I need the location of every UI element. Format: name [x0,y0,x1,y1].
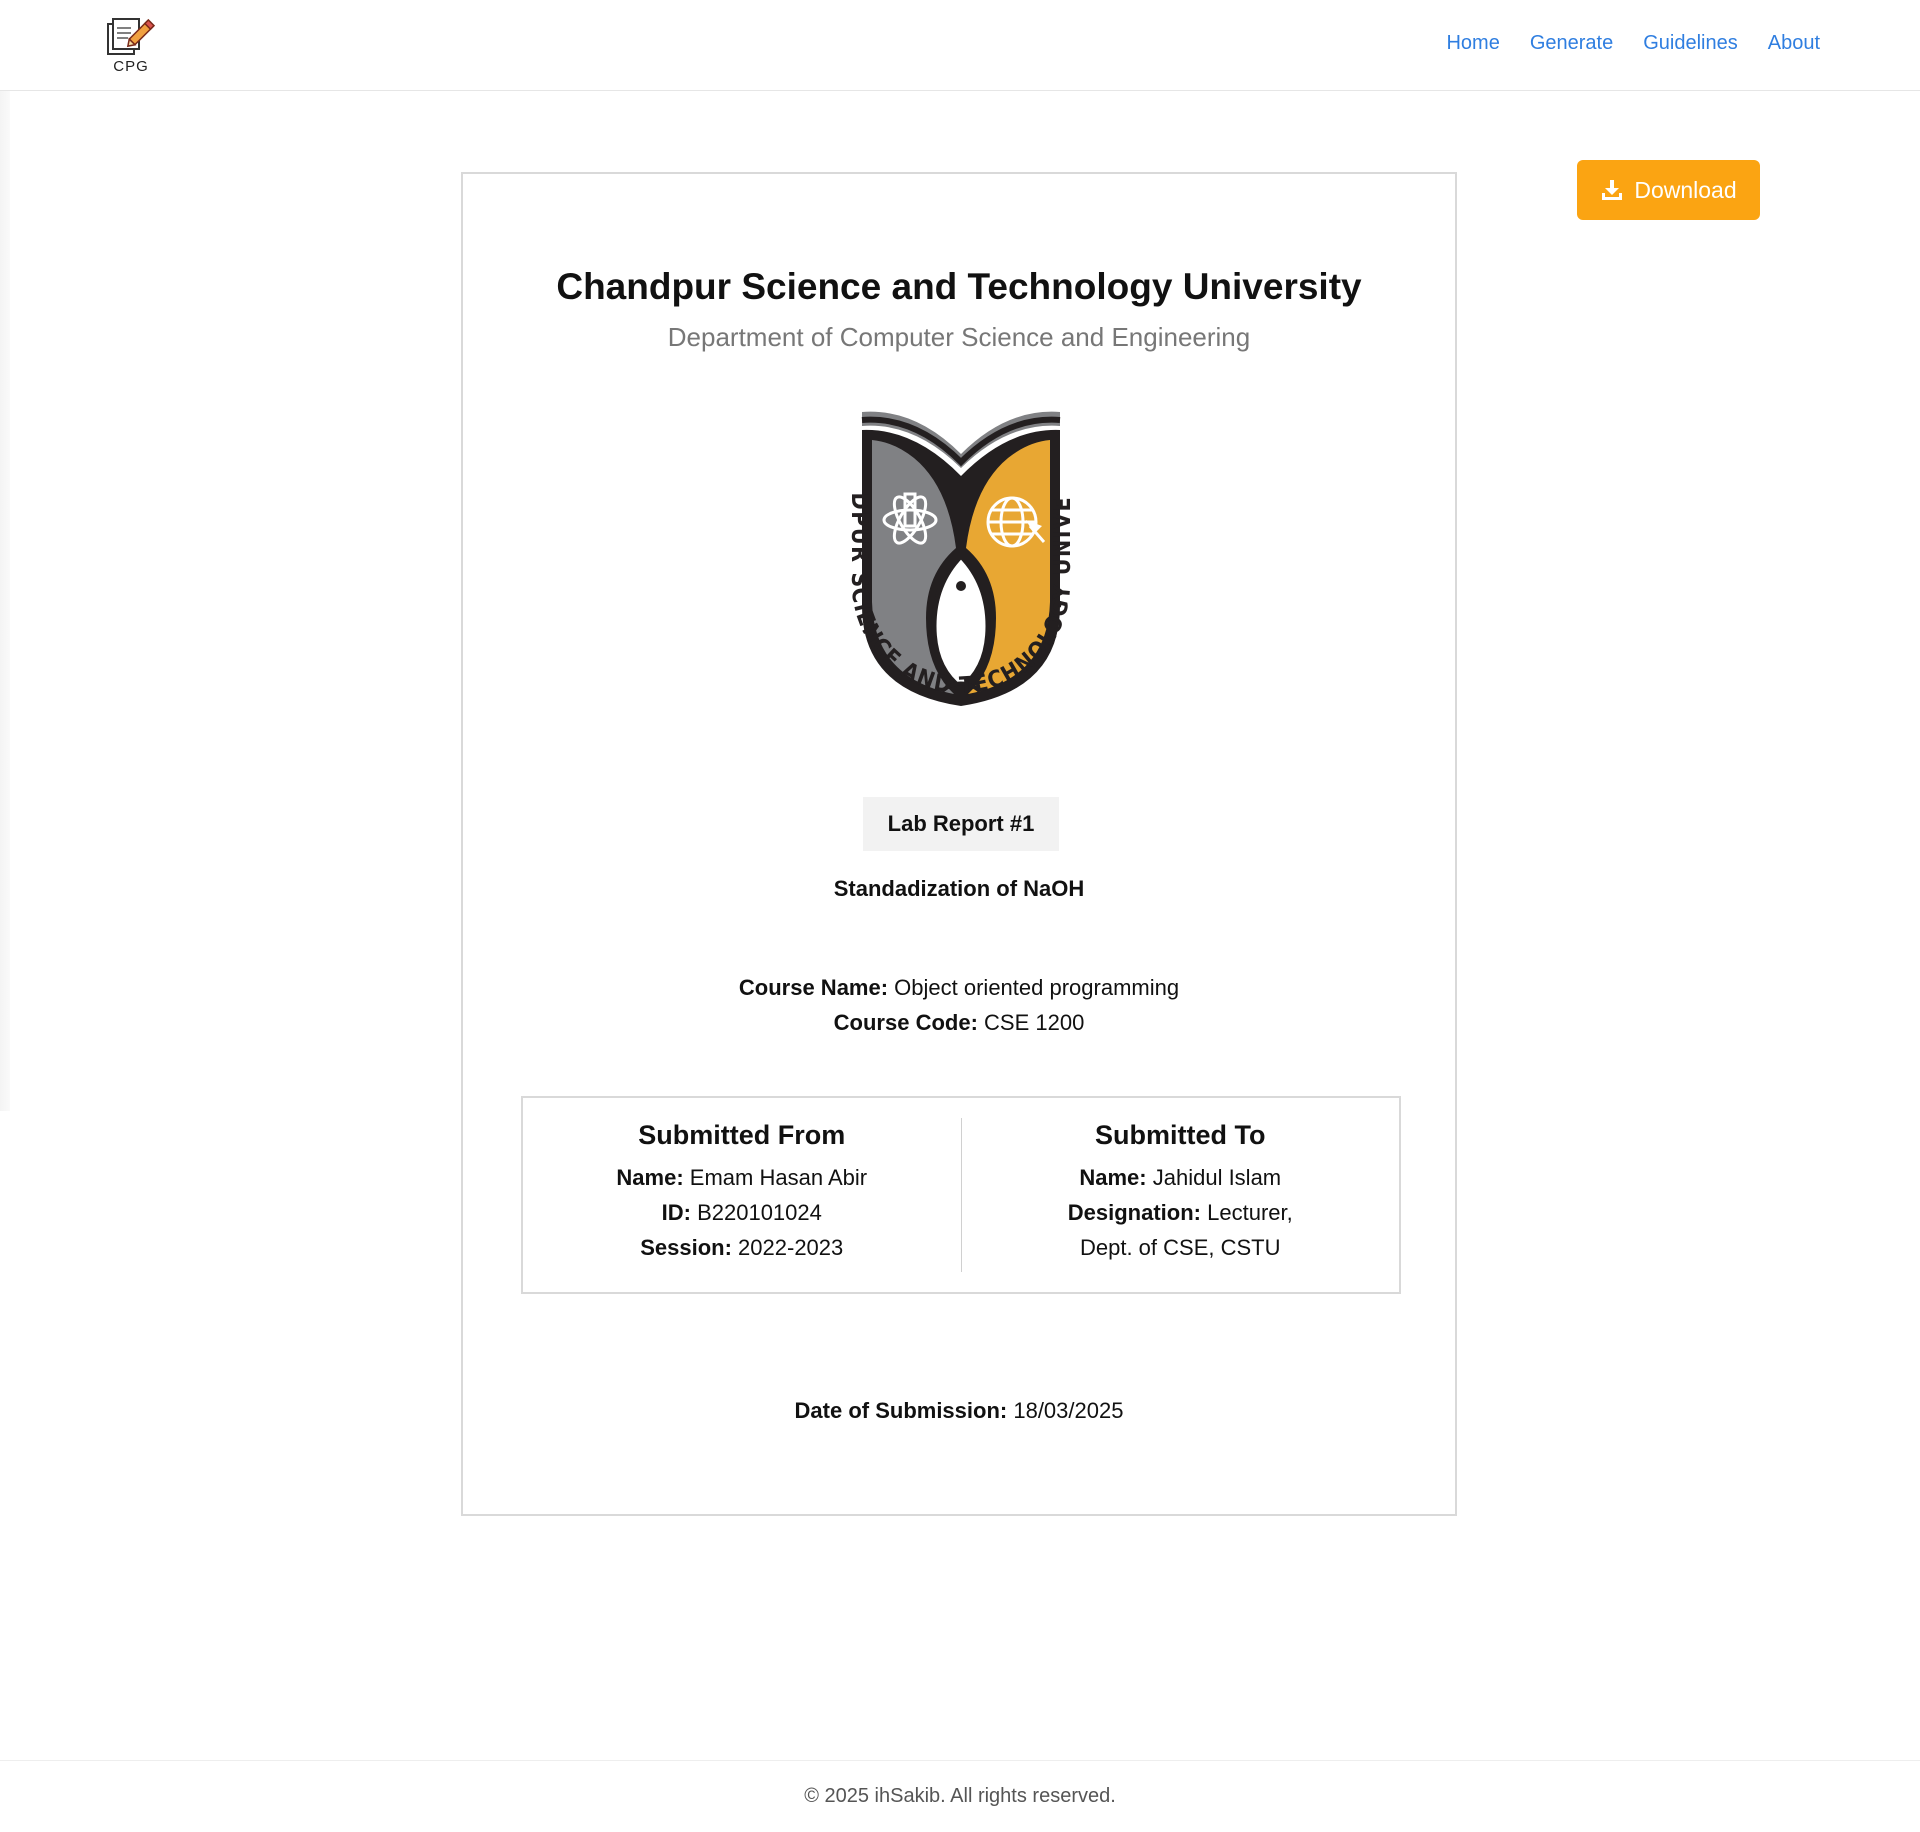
course-info [463,970,1455,1040]
course-name-label: Course Name: [738,975,889,1000]
course-name-row [463,970,1455,1005]
nav-guidelines[interactable]: Guidelines [1643,32,1738,54]
copyright-text: © 2025 ihSakib. All rights reserved. [804,1785,1116,1807]
document-pencil-icon [104,14,158,58]
department-name: Department of Computer Science and Engineering [667,322,1251,352]
student-id-row [523,1195,961,1230]
course-code-row [463,1005,1455,1040]
nav-about[interactable]: About [1767,32,1820,54]
main-nav [1446,32,1820,55]
course-code-label: Course Code: [833,1010,978,1035]
session-row [523,1230,961,1265]
page-footer [0,1760,1920,1832]
lab-report-badge: Lab Report #1 [863,797,1059,851]
download-label: Download [1634,176,1737,203]
student-name-label: Name: [616,1165,684,1190]
top-navbar [0,0,1920,91]
designation-value: Lecturer, [1207,1200,1293,1225]
logo-text: CPG [113,58,149,75]
student-id: B220101024 [697,1200,822,1225]
student-id-label: ID: [661,1200,691,1225]
university-emblem [830,406,1092,731]
student-name-row [523,1160,961,1195]
submitted-from-heading: Submitted From [638,1120,846,1150]
designation-row [962,1195,1400,1230]
cpg-logo[interactable] [104,14,158,76]
submitted-from-column [523,1098,961,1292]
teacher-name-row [962,1160,1400,1195]
submission-box [521,1096,1401,1294]
course-code-value: CSE 1200 [984,1010,1085,1035]
course-name-value: Object oriented programming [894,975,1180,1000]
teacher-name-label: Name: [1079,1165,1147,1190]
date-value: 18/03/2025 [1013,1398,1124,1423]
emblem-ring-text: DPUR SCIENCE AND TECHNOLOGY UNIVE [845,492,1077,700]
student-name: Emam Hasan Abir [689,1165,868,1190]
download-icon [1600,178,1624,202]
teacher-department: Dept. of CSE, CSTU [1079,1235,1281,1260]
submission-date [463,1398,1455,1424]
date-label: Date of Submission: [794,1398,1008,1423]
submitted-to-heading: Submitted To [1095,1120,1266,1150]
nav-home[interactable]: Home [1446,32,1500,54]
experiment-title: Standadization of NaOH [833,876,1085,901]
university-name: Chandpur Science and Technology University [556,266,1362,307]
lab-report-cover [461,172,1457,1516]
download-button[interactable] [1577,160,1760,220]
designation-label: Designation: [1067,1200,1201,1225]
teacher-name: Jahidul Islam [1152,1165,1282,1190]
session-value: 2022-2023 [738,1235,844,1260]
session-label: Session: [640,1235,732,1260]
nav-generate[interactable]: Generate [1529,32,1614,54]
submitted-to-column [962,1098,1400,1292]
page-left-shade [0,91,10,1111]
